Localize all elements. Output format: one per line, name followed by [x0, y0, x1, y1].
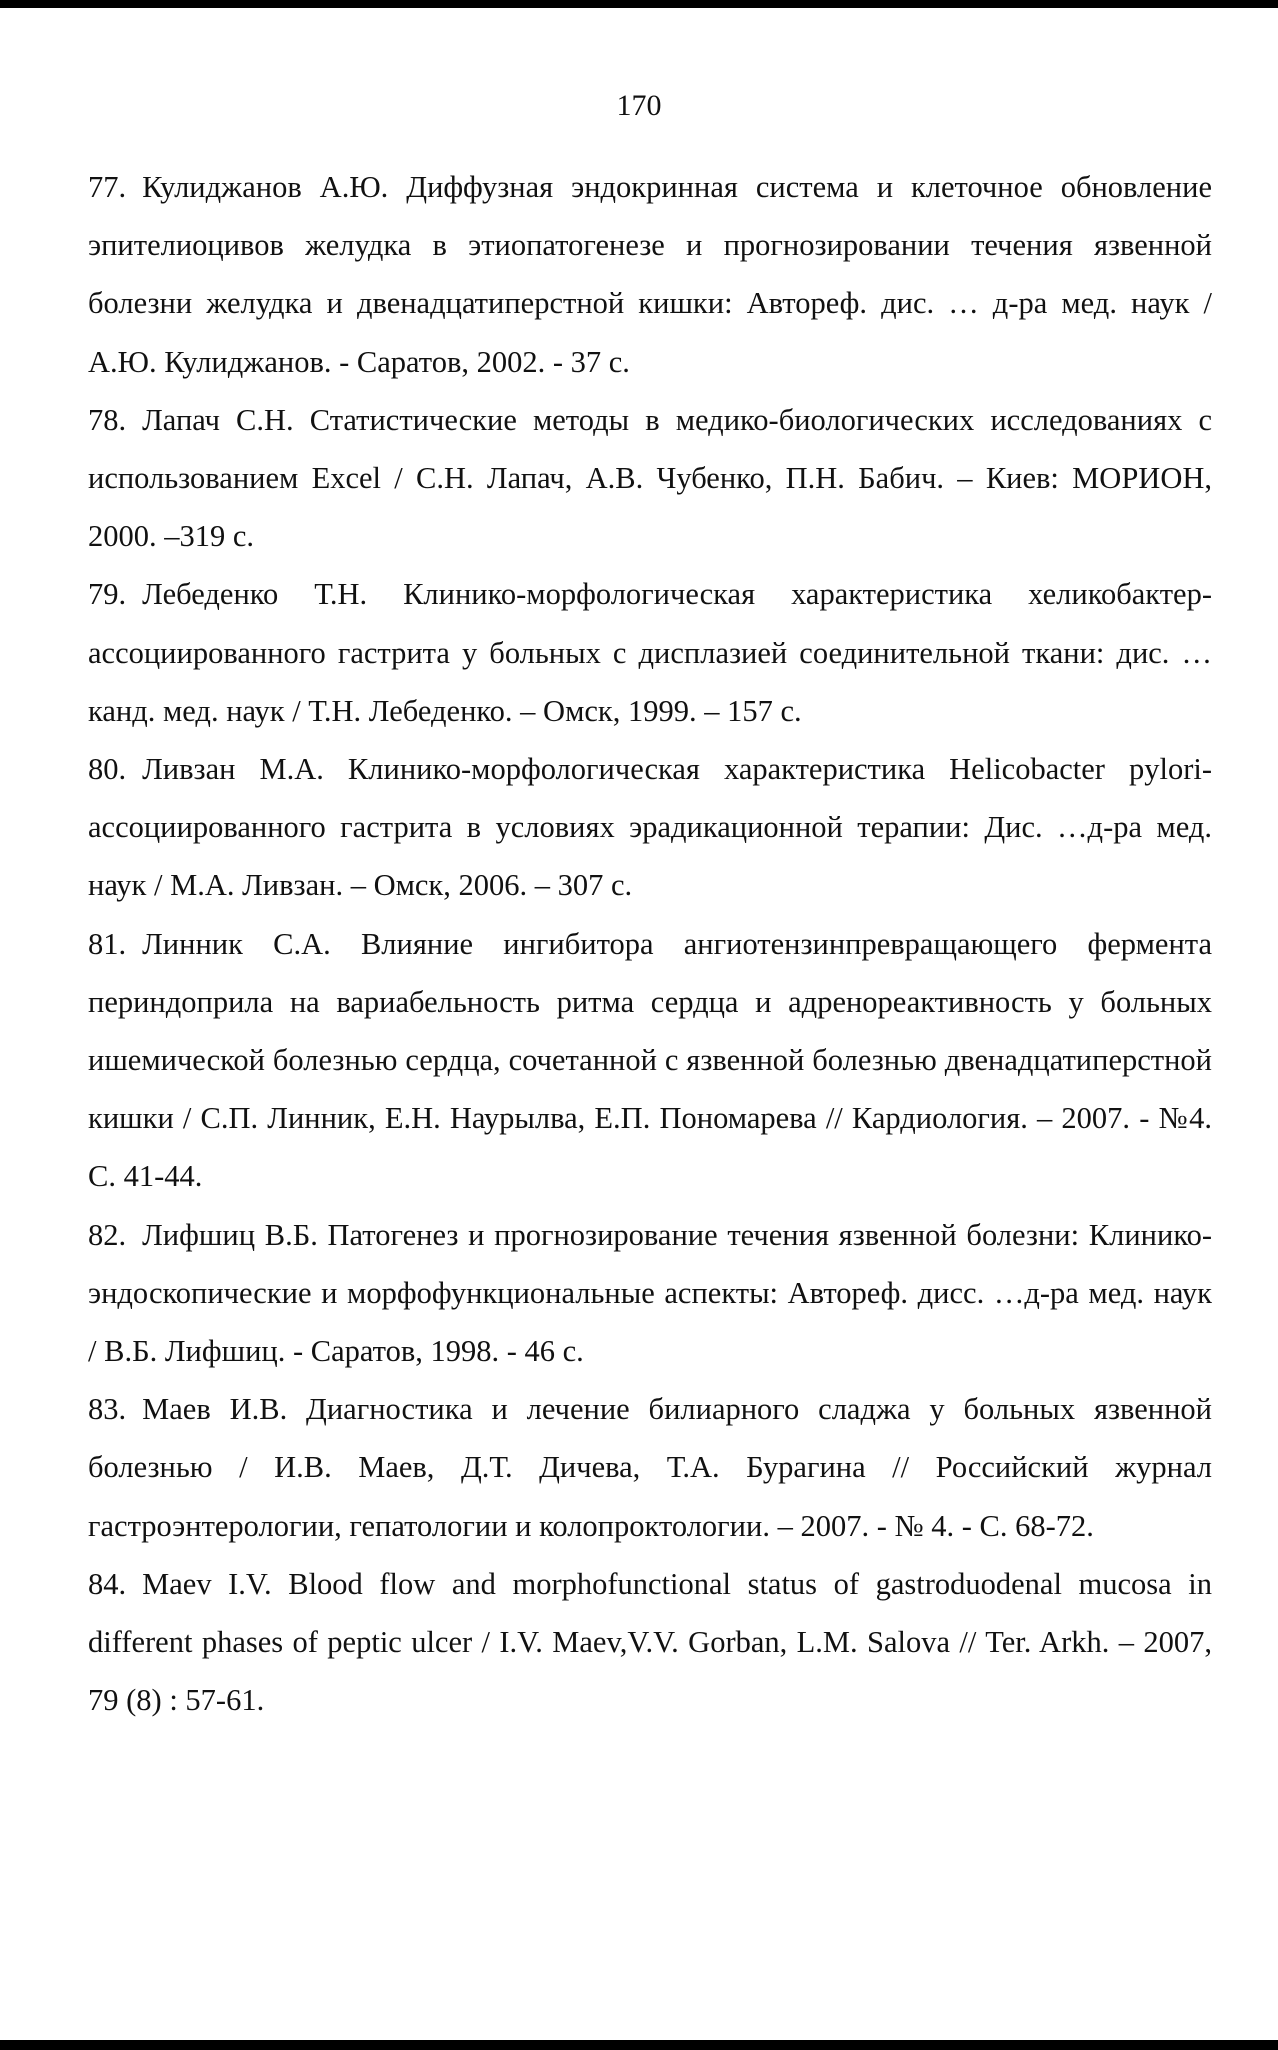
- reference-item-78: [88, 391, 1212, 566]
- reference-text: Лифшиц В.Б. Патогенез и прогнозирование течения язвенной болезни: Клинико-эндоскопические и морфофункциональные аспекты: Автореф. дисс. …д-ра мед. наук / В.Б. Лифшиц. - Саратов, 1998. - 46 с.: [88, 1217, 1212, 1369]
- reference-text: Ливзан М.А. Клинико-морфологическая характеристика Helicobacter pylori-ассоциированного гастрита в условиях эрадикационной терапии: Дис. …д-ра мед. наук / М.А. Ливзан. – Омск, 2006. – 307 с.: [88, 752, 1212, 903]
- scan-top-border: [0, 0, 1278, 8]
- reference-item-84: [88, 1555, 1212, 1730]
- reference-number: 77.: [88, 170, 127, 204]
- reference-item-79: [88, 565, 1212, 740]
- scan-bottom-border: [0, 2040, 1278, 2050]
- reference-text: Кулиджанов А.Ю. Диффузная эндокринная система и клеточное обновление эпителиоцивов желудка в этиопатогенезе и прогнозировании течения язвенной болезни желудка и двенадцатиперстной кишки: Автореф. дис. … д-ра мед. наук / А.Ю. Кулиджанов. - Саратов, 2002. - 37 с.: [88, 170, 1212, 379]
- reference-number: 81.: [88, 926, 127, 961]
- page-number: 170: [616, 89, 662, 122]
- reference-number: 83.: [88, 1392, 127, 1427]
- reference-text: Маев И.В. Диагностика и лечение билиарного сладжа у больных язвенной болезнью / И.В. Маев, Д.Т. Дичева, Т.А. Бурагина // Российский журнал гастроэнтерологии, гепатологии и колопроктологии. – 2007. - № 4. - С. 68-72.: [88, 1392, 1212, 1543]
- reference-number: 82.: [88, 1217, 127, 1252]
- reference-text: Лебеденко Т.Н. Клинико-морфологическая характеристика хеликобактер-ассоциированного гастрита у больных с дисплазией соединительной ткани: дис. …канд. мед. наук / Т.Н. Лебеденко. – Омск, 1999. – 157 с.: [88, 577, 1212, 728]
- reference-item-77: [88, 158, 1212, 391]
- reference-text: Maev I.V. Blood flow and morphofunctional status of gastroduodenal mucosa in different phases of peptic ulcer / I.V. Maev,V.V. Gorban, L.M. Salova // Ter. Arkh. – 2007, 79 (8) : 57-61.: [88, 1566, 1212, 1718]
- reference-number: 84.: [88, 1566, 127, 1601]
- reference-item-81: [88, 915, 1212, 1206]
- reference-item-83: [88, 1380, 1212, 1555]
- reference-list: [88, 158, 1212, 1729]
- reference-text: Лапач С.Н. Статистические методы в медико-биологических исследованиях с использованием Excel / С.Н. Лапач, А.В. Чубенко, П.Н. Бабич. – Киев: МОРИОН, 2000. –319 с.: [88, 402, 1212, 554]
- reference-number: 78.: [88, 402, 127, 437]
- reference-number: 80.: [88, 752, 127, 787]
- reference-number: 79.: [88, 577, 127, 612]
- reference-text: Линник С.А. Влияние ингибитора ангиотензинпревращающего фермента периндоприла на вариабельность ритма сердца и адренореактивность у больных ишемической болезнью сердца, сочетанной с язвенной болезнью двенадцатиперстной кишки / С.П. Линник, Е.Н. Наурылва, Е.П. Пономарева // Кардиология. – 2007. - №4. С. 41-44.: [88, 926, 1212, 1194]
- reference-item-82: [88, 1206, 1212, 1381]
- reference-item-80: [88, 740, 1212, 915]
